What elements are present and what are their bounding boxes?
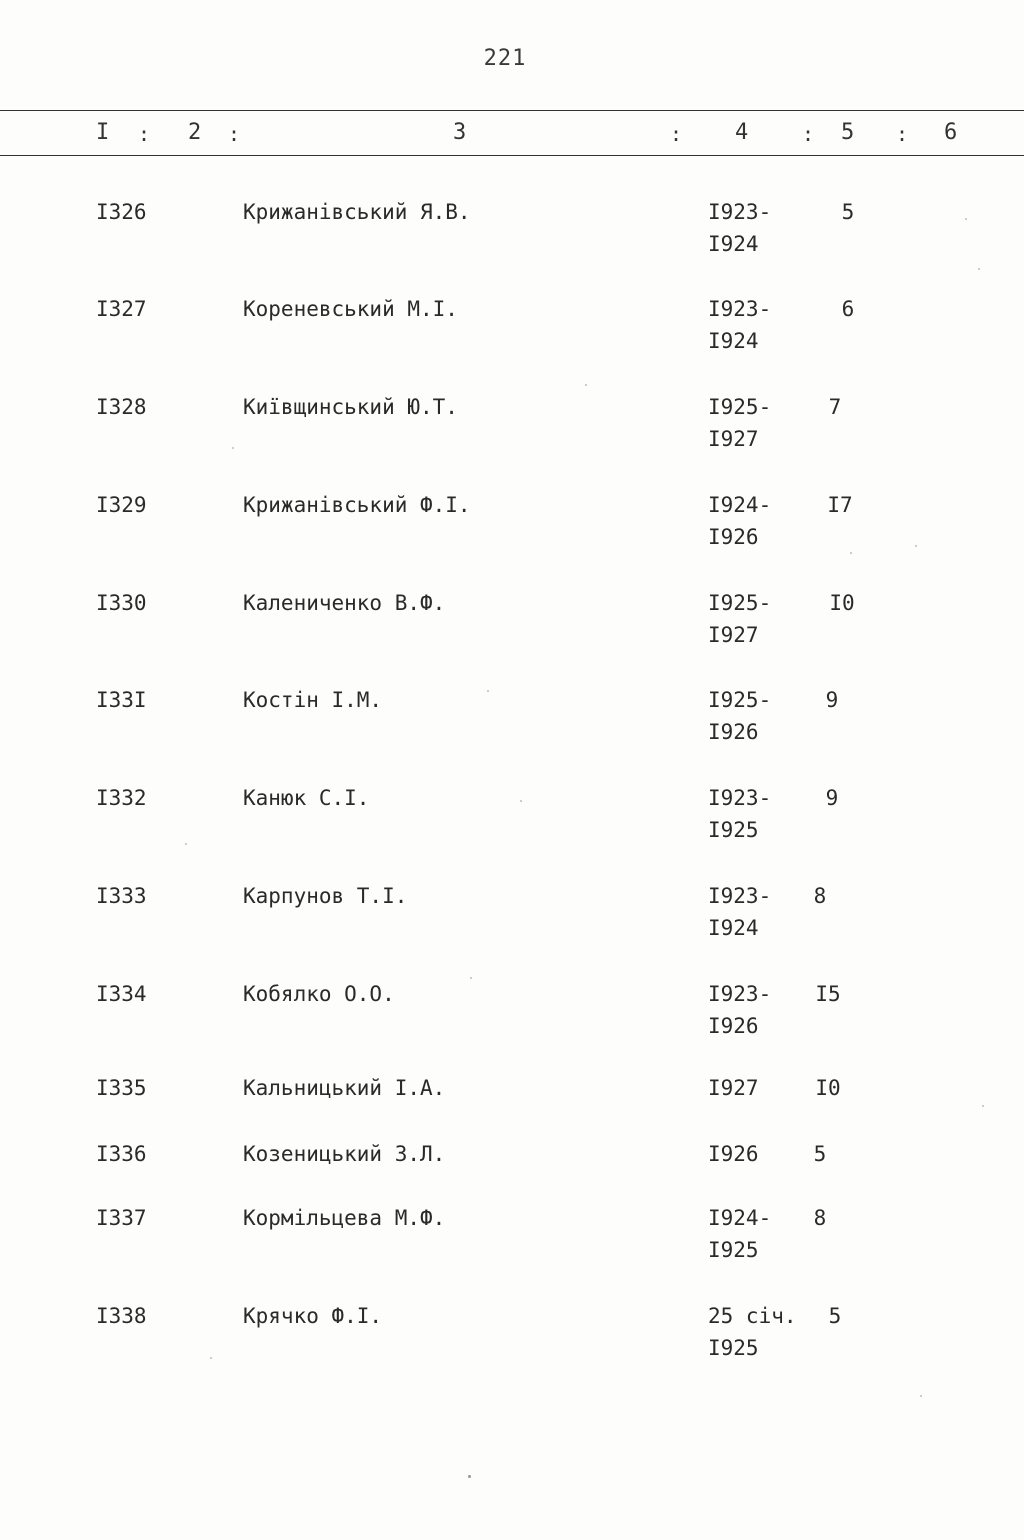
scan-speck: [520, 800, 522, 802]
sheet-count: I0: [829, 591, 855, 615]
date-range: I923- I925: [708, 786, 772, 842]
column-header-5: 5: [841, 120, 855, 145]
sheet-count: I0: [815, 1076, 841, 1100]
sheet-count: 9: [825, 786, 839, 810]
scan-speck: [468, 1475, 471, 1478]
person-name: Кореневський М.І.: [243, 297, 458, 321]
date-range: I923- I926: [708, 982, 772, 1038]
column-header-6: 6: [944, 120, 958, 145]
scan-speck: [487, 690, 489, 692]
scan-speck: [585, 384, 587, 386]
date-range: I924- I926: [708, 493, 772, 549]
row-number: I326: [96, 200, 147, 224]
scan-speck: [982, 1105, 984, 1107]
person-name: Крижанівський Ф.І.: [243, 493, 471, 517]
scan-speck: [965, 218, 967, 220]
column-separator: :: [802, 122, 815, 146]
person-name: Кальницький І.А.: [243, 1076, 446, 1100]
row-number: I337: [96, 1206, 147, 1230]
row-number: I335: [96, 1076, 147, 1100]
sheet-count: 5: [828, 1304, 842, 1328]
row-number: I33I: [96, 688, 147, 712]
page-number: 221: [483, 46, 527, 71]
date-range: I927: [708, 1076, 759, 1100]
scan-speck: [232, 447, 234, 449]
scan-speck: [210, 1357, 212, 1359]
person-name: Крячко Ф.І.: [243, 1304, 383, 1328]
person-name: Козеницький З.Л.: [243, 1142, 446, 1166]
scan-speck: [915, 545, 917, 547]
date-range: I925- I926: [708, 688, 772, 744]
sheet-count: 5: [813, 1142, 827, 1166]
row-number: I330: [96, 591, 147, 615]
header-bottom-rule: [0, 155, 1024, 156]
row-number: I334: [96, 982, 147, 1006]
row-number: I329: [96, 493, 147, 517]
person-name: Кормільцева М.Ф.: [243, 1206, 446, 1230]
date-range: I923- I924: [708, 297, 772, 353]
row-number: I336: [96, 1142, 147, 1166]
date-range: I925- I927: [708, 395, 772, 451]
person-name: Крижанівський Я.В.: [243, 200, 471, 224]
column-header-1: I: [96, 120, 110, 145]
header-top-rule: [0, 110, 1024, 111]
date-range: I923- I924: [708, 884, 772, 940]
person-name: Калениченко В.Ф.: [243, 591, 446, 615]
sheet-count: I7: [827, 493, 853, 517]
row-number: I327: [96, 297, 147, 321]
sheet-count: 5: [841, 200, 855, 224]
sheet-count: 8: [813, 1206, 827, 1230]
sheet-count: 8: [813, 884, 827, 908]
sheet-count: 7: [828, 395, 842, 419]
column-header-2: 2: [188, 120, 202, 145]
date-range: I923- I924: [708, 200, 772, 256]
person-name: Канюк С.І.: [243, 786, 370, 810]
column-separator: :: [896, 122, 909, 146]
scan-speck: [185, 843, 187, 845]
column-separator: :: [138, 122, 151, 146]
scan-speck: [850, 552, 852, 554]
person-name: Карпунов Т.І.: [243, 884, 408, 908]
person-name: Київщинський Ю.Т.: [243, 395, 458, 419]
date-range: I924- I925: [708, 1206, 772, 1262]
person-name: Кобялко О.О.: [243, 982, 395, 1006]
row-number: I338: [96, 1304, 147, 1328]
column-header-4: 4: [735, 120, 749, 145]
date-range: I926: [708, 1142, 759, 1166]
sheet-count: 6: [841, 297, 855, 321]
sheet-count: I5: [815, 982, 841, 1006]
sheet-count: 9: [825, 688, 839, 712]
person-name: Костін І.М.: [243, 688, 383, 712]
date-range: I925- I927: [708, 591, 772, 647]
row-number: I333: [96, 884, 147, 908]
scan-speck: [920, 1395, 922, 1397]
scan-speck: [470, 977, 472, 979]
row-number: I328: [96, 395, 147, 419]
column-separator: :: [228, 122, 241, 146]
scan-speck: [978, 268, 980, 270]
column-separator: :: [670, 122, 683, 146]
column-header-3: 3: [453, 120, 467, 145]
row-number: I332: [96, 786, 147, 810]
date-range: 25 січ. I925: [708, 1304, 797, 1360]
